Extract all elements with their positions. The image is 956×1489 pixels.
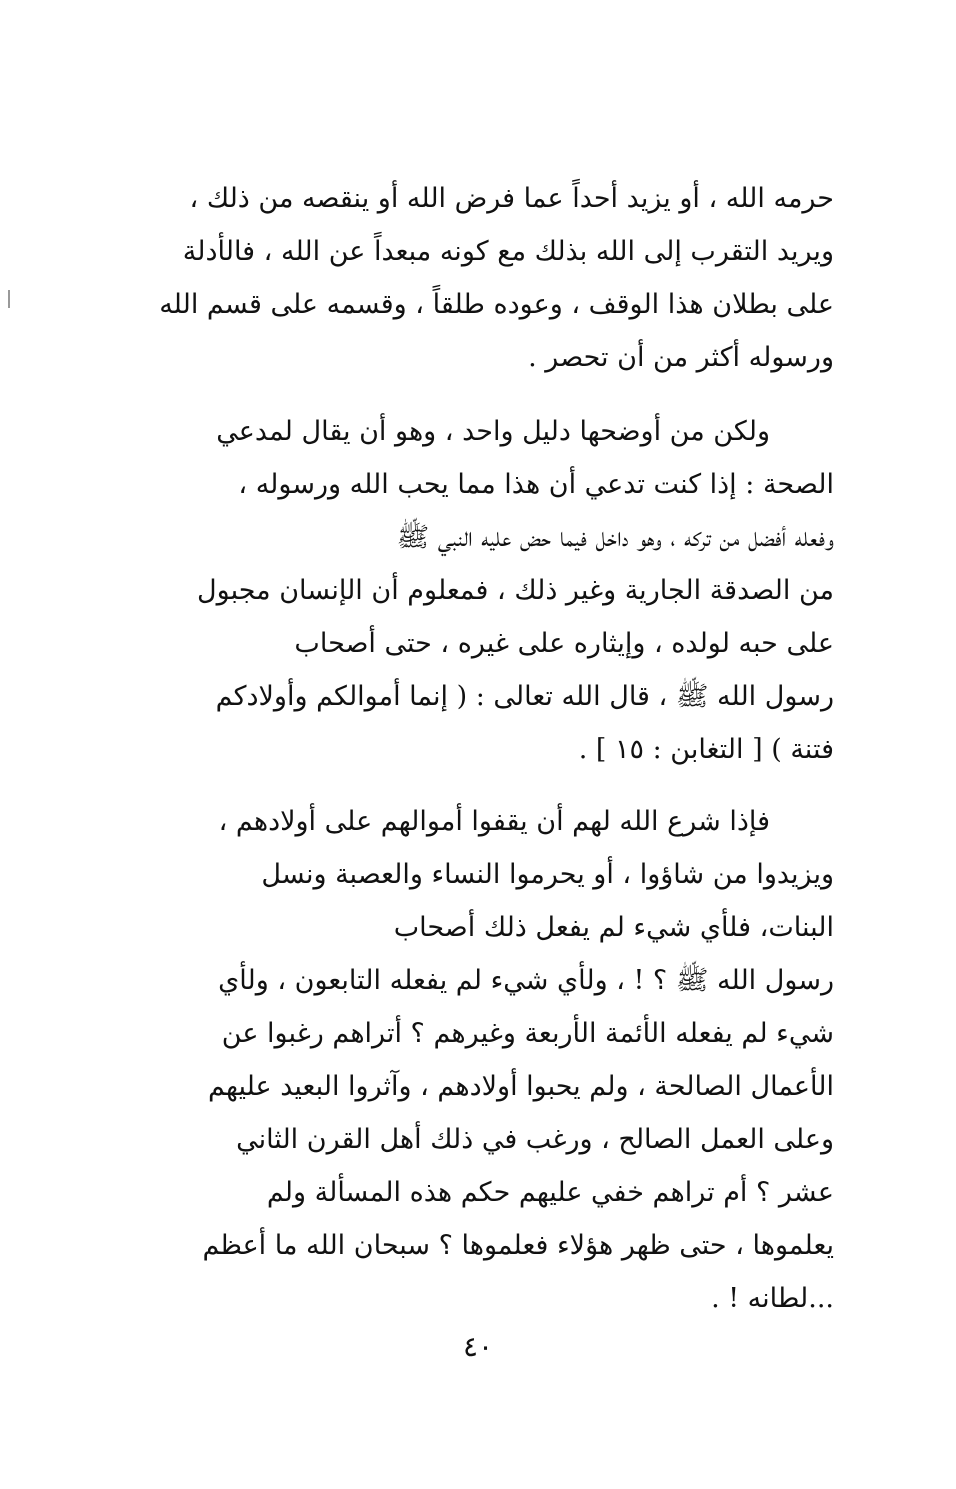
text-line: فتنة ) [ التغابن : ١٥ ] .: [578, 734, 834, 765]
text-line: من الصدقة الجارية وغير ذلك ، فمعلوم أن الإنسان مجبول: [197, 575, 834, 606]
text-line: يعلموها ، حتى ظهر هؤلاء فعلموها ؟ سبحان الله ما أعظم: [202, 1230, 834, 1261]
text-line: البنات، فلأي شيء لم يفعل ذلك أصحاب: [393, 912, 834, 943]
text-line: شيء لم يفعله الأئمة الأربعة وغيرهم ؟ أتراهم رغبوا عن: [221, 1018, 834, 1049]
text-line: عشر ؟ أم تراهم خفي عليهم حكم هذه المسألة ولم: [266, 1177, 834, 1208]
text-line: ...لطانه ! .: [711, 1283, 834, 1314]
text-line: على حبه لولده ، وإيثاره على غيره ، حتى أصحاب: [294, 628, 834, 659]
text-line: فإذا شرع الله لهم أن يقفوا أموالهم على أولادهم ،: [218, 806, 770, 837]
text-line: وفعله أفضل من تركه ، وهو داخل فيما حض عليه النبي ﷺ: [396, 522, 834, 553]
text-line: رسول الله ﷺ ، قال الله تعالى : ( إنما أموالكم وأولادكم: [215, 681, 834, 712]
text-line: الأعمال الصالحة ، ولم يحبوا أولادهم ، وآثروا البعيد عليهم: [208, 1071, 834, 1102]
paragraph-1: [78, 172, 834, 384]
text-line: رسول الله ﷺ ؟ ! ، ولأي شيء لم يفعله التابعون ، ولأي: [218, 965, 834, 996]
text-line: ويريد التقرب إلى الله بذلك مع كونه مبعداً عن الله ، فالأدلة: [182, 236, 834, 267]
page-number: ٤٠: [462, 1330, 494, 1363]
text-line: ورسوله أكثر من أن تحصر .: [528, 342, 834, 373]
paragraph-3: [78, 795, 834, 1325]
text-line: وعلى العمل الصالح ، ورغب في ذلك أهل القرن الثاني: [236, 1124, 834, 1155]
scan-edge-mark: [8, 290, 10, 308]
text-line: على بطلان هذا الوقف ، وعوده طلقاً ، وقسمه على قسم الله: [159, 289, 834, 320]
paragraph-2: [78, 405, 834, 776]
text-line: حرمه الله ، أو يزيد أحداً عما فرض الله أو ينقصه من ذلك ،: [189, 183, 834, 214]
text-line: الصحة : إذا كنت تدعي أن هذا مما يحب الله ورسوله ،: [238, 469, 834, 500]
text-line: ويزيدوا من شاؤوا ، أو يحرموا النساء والعصبة ونسل: [261, 859, 834, 890]
text-line: ولكن من أوضحها دليل واحد ، وهو أن يقال لمدعي: [216, 416, 770, 447]
